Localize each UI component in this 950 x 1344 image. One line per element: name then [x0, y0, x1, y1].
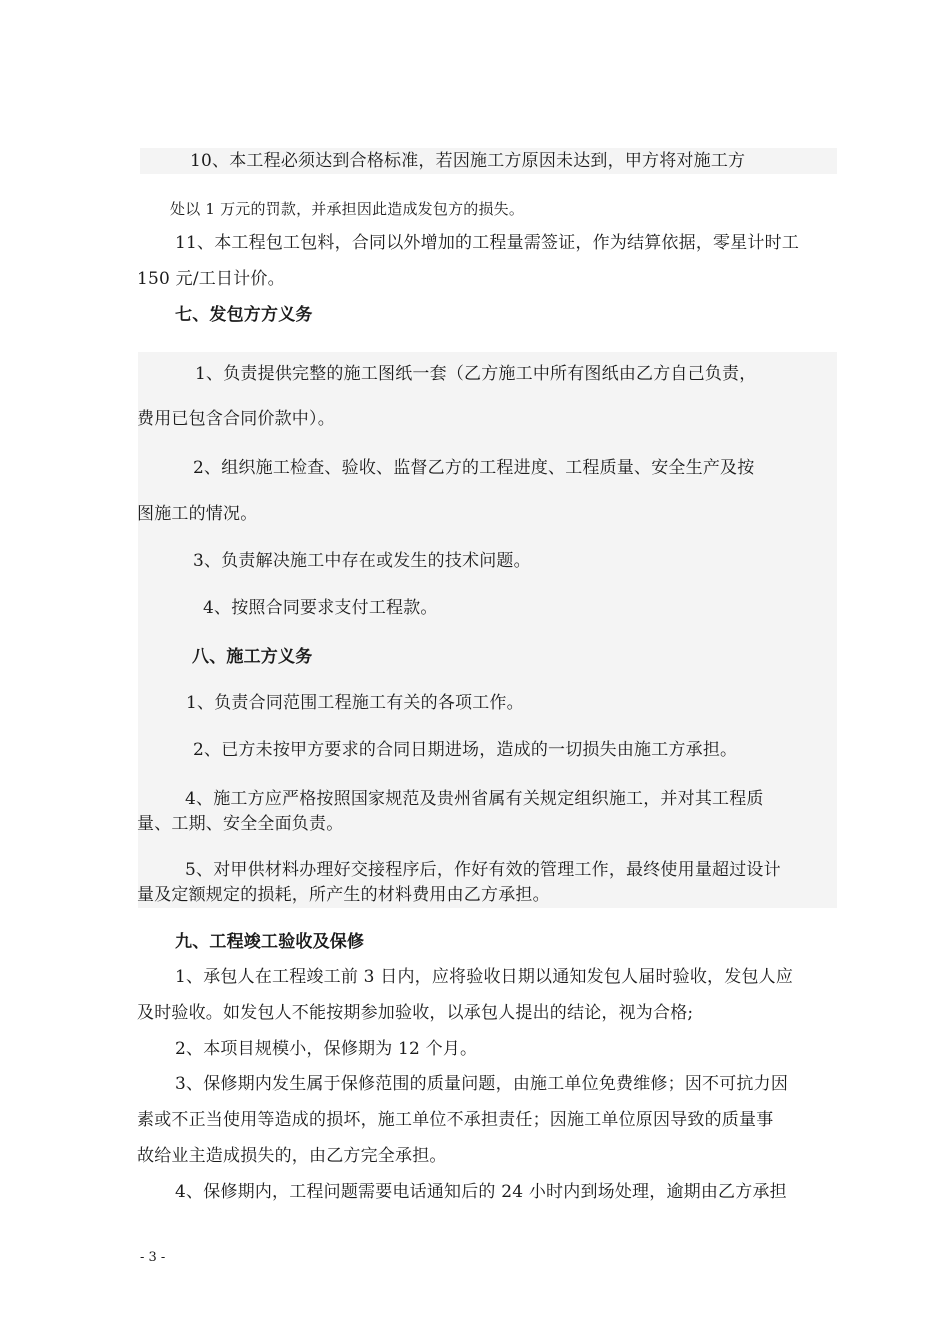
- s8-item4-line1: 4、施工方应严格按照国家规范及贵州省属有关规定组织施工，并对其工程质: [185, 789, 764, 809]
- s9-item1-line2: 及时验收。如发包人不能按期参加验收，以承包人提出的结论，视为合格;: [137, 1003, 694, 1023]
- section-7-heading: 七、发包方方义务: [175, 305, 313, 325]
- s7-item4: 4、按照合同要求支付工程款。: [203, 598, 438, 618]
- s9-item1-line1: 1、承包人在工程竣工前 3 日内，应将验收日期以通知发包人届时验收，发包人应: [175, 967, 794, 987]
- s8-item5-line2: 量及定额规定的损耗，所产生的材料费用由乙方承担。: [137, 885, 550, 905]
- s9-item4-line1: 4、保修期内，工程问题需要电话通知后的 24 小时内到场处理，逾期由乙方承担: [175, 1182, 787, 1202]
- clause-11-line1: 11、本工程包工包料，合同以外增加的工程量需签证，作为结算依据，零星计时工: [175, 233, 800, 253]
- s9-item3-line1: 3、保修期内发生属于保修范围的质量问题，由施工单位免费维修；因不可抗力因: [175, 1074, 789, 1094]
- s8-item4-line2: 量、工期、安全全面负责。: [137, 814, 344, 834]
- s8-item5-line1: 5、对甲供材料办理好交接程序后，作好有效的管理工作，最终使用量超过设计: [185, 860, 781, 880]
- s9-item2: 2、本项目规模小，保修期为 12 个月。: [175, 1039, 478, 1059]
- s9-item3-line3: 故给业主造成损失的，由乙方完全承担。: [137, 1146, 447, 1166]
- section-8-heading: 八、施工方义务: [192, 647, 313, 667]
- s7-item2-line1: 2、组织施工检查、验收、监督乙方的工程进度、工程质量、安全生产及按: [193, 458, 755, 478]
- s7-item1-line1: 1、负责提供完整的施工图纸一套（乙方施工中所有图纸由乙方自己负责，: [195, 364, 757, 384]
- s7-item1-line2: 费用已包含合同价款中）。: [137, 409, 335, 429]
- s7-item2-line2: 图施工的情况。: [137, 504, 258, 524]
- clause-10-line2: 处以 1 万元的罚款，并承担因此造成发包方的损失。: [170, 200, 525, 218]
- s7-item3: 3、负责解决施工中存在或发生的技术问题。: [193, 551, 531, 571]
- s8-item1: 1、负责合同范围工程施工有关的各项工作。: [186, 693, 524, 713]
- clause-11-line2: 150 元/工日计价。: [137, 269, 285, 289]
- page-number: - 3 -: [140, 1250, 166, 1265]
- section-9-heading: 九、工程竣工验收及保修: [175, 932, 365, 952]
- s9-item3-line2: 素或不正当使用等造成的损坏，施工单位不承担责任；因施工单位原因导致的质量事: [137, 1110, 774, 1130]
- clause-10-line1: 10、本工程必须达到合格标准，若因施工方原因未达到，甲方将对施工方: [190, 151, 746, 171]
- s8-item2: 2、已方未按甲方要求的合同日期进场，造成的一切损失由施工方承担。: [193, 740, 738, 760]
